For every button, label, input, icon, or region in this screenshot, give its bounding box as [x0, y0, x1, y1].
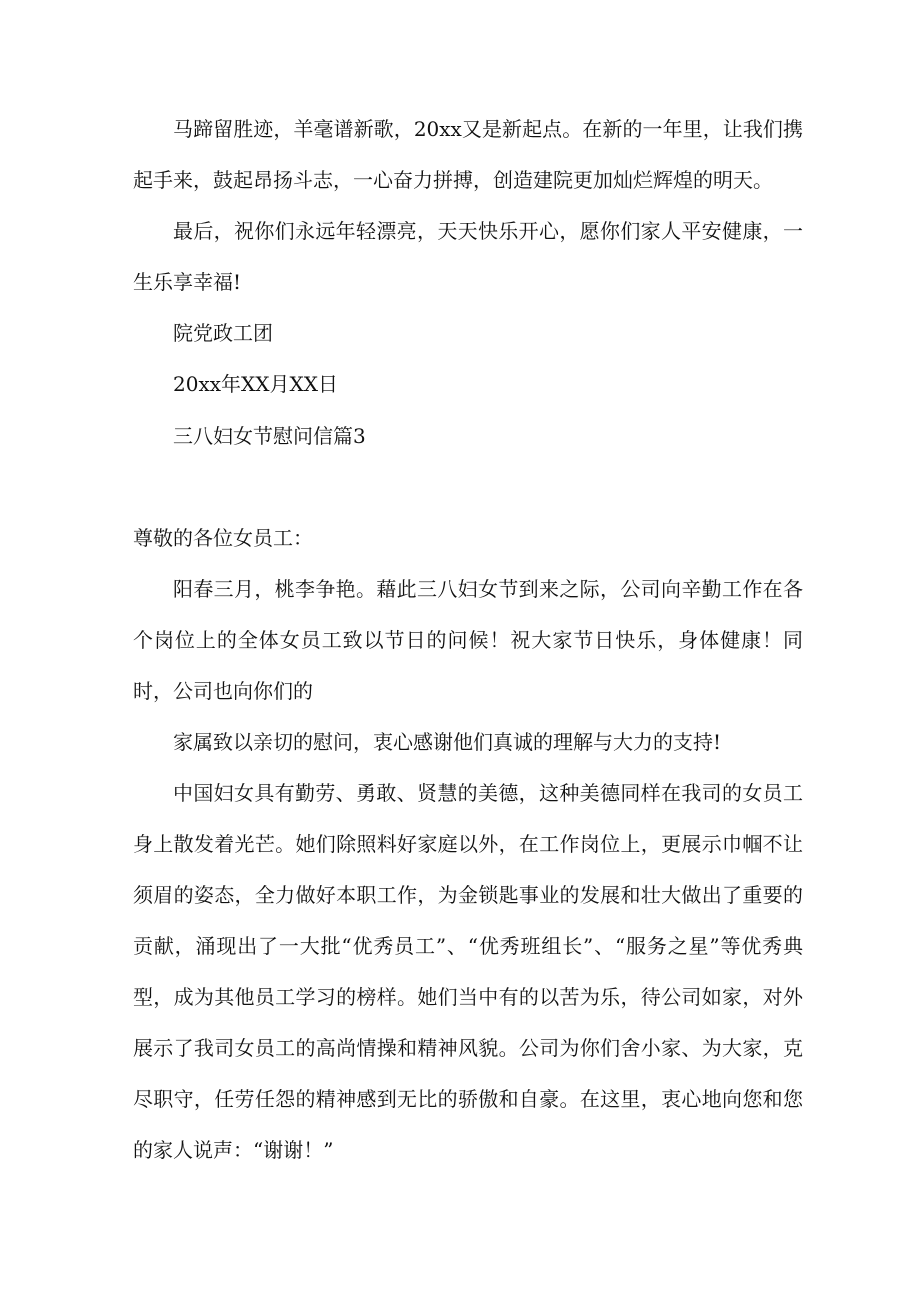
paragraph-greeting: 阳春三月，桃李争艳。藉此三八妇女节到来之际，公司向辛勤工作在各个岗位上的全体女员工致以节日的问候！祝大家节日快乐，身体健康！同时，公司也向你们的: [133, 577, 803, 703]
paragraph-closing-blessing: 最后，祝你们永远年轻漂亮，天天快乐开心，愿你们家人平安健康，一生乐享幸福!: [133, 219, 803, 294]
paragraph-new-year-wish: 马蹄留胜迹，羊毫谱新歌，20xx又是新起点。在新的一年里，让我们携起手来，鼓起昂扬斗志，一心奋力拼搏，创造建院更加灿烂辉煌的明天。: [133, 117, 803, 192]
document-page: [133, 0, 803, 1301]
paragraph-praise: 中国妇女具有勤劳、勇敢、贤慧的美德，这种美德同样在我司的女员工身上散发着光芒。她们除照料好家庭以外，在工作岗位上，更展示巾帼不让须眉的姿态，全力做好本职工作，为金锁匙事业的发展和壮大做出了重要的贡献，涌现出了一大批“优秀员工”、“优秀班组长”、“服务之星”等优秀典型，成为其他员工学习的榜样。她们当中有的以苦为乐，待公司如家，对外展示了我司女员工的高尚情操和精神风貌。公司为你们舍小家、为大家，克尽职守，任劳任怨的精神感到无比的骄傲和自豪。在这里，衷心地向您和您的家人说声：“谢谢！”: [133, 781, 803, 1162]
section-title: 三八妇女节慰问信篇3: [173, 424, 366, 448]
paragraph-family-thanks: 家属致以亲切的慰问，衷心感谢他们真诚的理解与大力的支持!: [173, 730, 722, 754]
salutation: 尊敬的各位女员工：: [133, 526, 313, 550]
signature-date: 20xx年XX月XX日: [173, 372, 338, 396]
signature-organization: 院党政工团: [173, 321, 273, 345]
